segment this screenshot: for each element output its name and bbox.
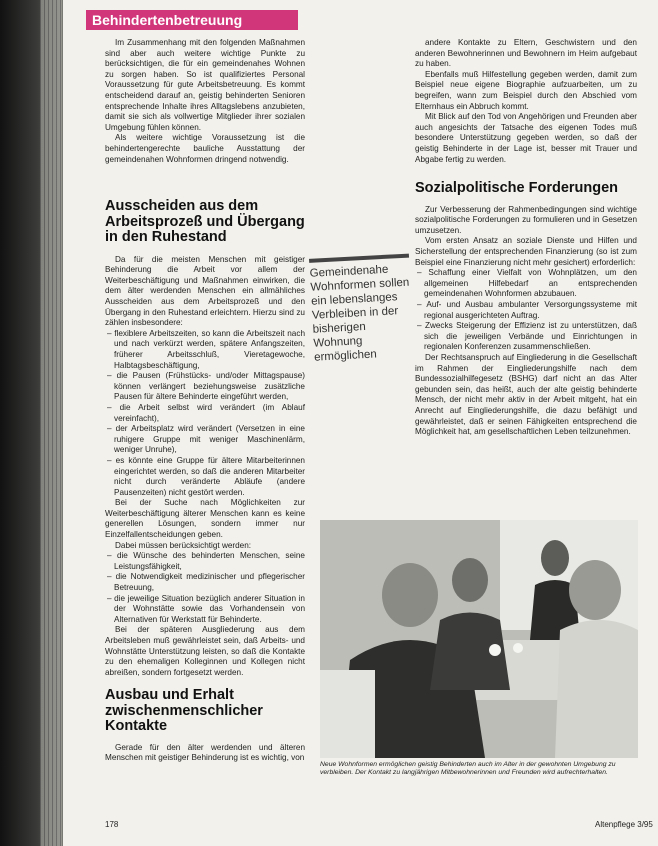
paragraph: Vom ersten Ansatz an soziale Dienste und Hilfen und Sicherstellung der entsprechenden Finanzierung (so ist zum Beispiel eine Finanzierung nicht mehr gesichert) erforderlich: bbox=[415, 236, 637, 267]
photo-caption: Neue Wohnformen ermöglichen geistig Behinderten auch im Alter in der gewohnten Umgebung zu verbleiben. Der Kontakt zu langjährigen Mitbewohnerinnen und Freunden wird aufrechterhalten. bbox=[320, 761, 616, 777]
paragraph: Mit Blick auf den Tod von Angehörigen und Freunden aber auch angesichts der Tatsache des eigenen Todes muß besondere Unterstützung gegeben werden, so daß der geistig Behinderte in der Lage ist, besser mit Trauer und Abgabe fertig zu werden. bbox=[415, 112, 637, 164]
list-item: – die Notwendigkeit medizinischer und pflegerischer Betreuung, bbox=[114, 572, 305, 593]
pull-quote-text: Gemeindenahe Wohnformen sollen ein lebenslanges Verbleiben in der bisherigen Wohnung ermöglichen bbox=[309, 263, 410, 364]
list-item: – die Wünsche des behinderten Menschen, seine Leistungsfähigkeit, bbox=[114, 551, 305, 572]
list-item: – die Arbeit selbst wird verändert (im Ablauf vereinfacht), bbox=[114, 403, 305, 424]
left-column bbox=[105, 38, 305, 764]
bullet-list bbox=[415, 268, 637, 353]
list-item: – es könnte eine Gruppe für ältere Mitarbeiterinnen eingerichtet werden, so daß die anderen Mitarbeiter nicht durch veränderte Abläufe (andere Pausenzeiten) nicht gestört werden. bbox=[114, 456, 305, 498]
list-item: – Auf- und Ausbau ambulanter Versorgungssysteme mit regional ausgerichteten Auftrag. bbox=[424, 300, 637, 321]
paragraph: Gerade für den älter werdenden und älteren Menschen mit geistiger Behinderung ist es wichtig, von bbox=[105, 742, 305, 763]
list-item: – Zwecks Steigerung der Effizienz ist zu unterstützen, daß sich die jeweiligen Verbände und Einrichtungen in regionalen Konferenzen zusammenschließen. bbox=[424, 321, 637, 353]
paragraph: Bei der späteren Ausgliederung aus dem Arbeitsleben muß gewährleistet sein, daß Arbeits- und Wohnstätte Unterstützung leisten, so daß die Kontakte zu den ehemaligen Kolleginnen und Kollegen nicht abreißen, sondern fortgesetzt werden. bbox=[105, 625, 305, 677]
list-item: – Schaffung einer Vielfalt von Wohnplätzen, um den allgemeinen Hilfebedarf an entsprechenden gemeindenahen Wohnformen abzubauen. bbox=[424, 268, 637, 300]
paragraph: Der Rechtsanspruch auf Eingliederung in die Gesellschaft im Rahmen der Eingliederungshilfe nach dem Bundessozialhilfegesetz (BSHG) darf nicht an das Alter gebunden sein, das heißt, auch der alte geistig behinderte Mensch, der nicht mehr aktiv in der Arbeit mitgeht, hat ein Anrecht auf Eingliederungshilfe, die dazu befähigt und gewährleistet, daß er seinen Fähigkeiten entsprechend die Möglichkeit hat, am gesellschaftlichen Leben teilzunehmen. bbox=[415, 352, 637, 437]
heading-kontakte: Ausbau und Erhalt zwischenmenschlicher Kontakte bbox=[105, 687, 263, 735]
pull-quote bbox=[309, 253, 420, 376]
paragraph: Zur Verbesserung der Rahmenbedingungen sind wichtige sozialpolitische Forderungen zu formulieren und in Gesetzen umzusetzen. bbox=[415, 204, 637, 235]
paragraph: andere Kontakte zu Eltern, Geschwistern und den anderen Bewohnerinnen und Bewohnern im Heim aufgebaut zu haben. bbox=[415, 38, 637, 69]
journal-footer: Altenpflege 3/95 bbox=[595, 820, 653, 829]
photo-seniors-at-table bbox=[320, 520, 638, 758]
heading-ruhestand: Ausscheiden aus dem Arbeitsprozeß und Übergang in den Ruhestand bbox=[105, 198, 305, 246]
list-item: – flexiblere Arbeitszeiten, so kann die Arbeitszeit nach und nach verkürzt werden, spätere Anfangszeiten, früherer Arbeitsschluß, Vieretagewoche, Halbtagsbeschäftigung, bbox=[114, 329, 305, 371]
paragraph: Als weitere wichtige Voraussetzung ist die behindertengerechte bauliche Ausstattung der gemeindenahen Wohnformen dringend notwendig. bbox=[105, 133, 305, 164]
bullet-list-2 bbox=[105, 551, 305, 625]
bullet-list-1 bbox=[105, 329, 305, 499]
paragraph: Dabei müssen berücksichtigt werden: bbox=[115, 540, 252, 550]
list-item: – die Pausen (Frühstücks- und/oder Mittagspause) können verlängert beziehungsweise zusätzliche Pausen für ältere Behinderte eingeführt werden, bbox=[114, 371, 305, 403]
paragraph: Im Zusammenhang mit den folgenden Maßnahmen sind aber auch weitere wichtige Punkte zu berücksichtigen, die für ein gemeindenahes Wohnen zu sorgen haben. So ist qualifiziertes Personal Voraussetzung für gute Arbeitsbetreuung. Es kommt entscheidend darauf an, geistig behinderten Senioren entsprechende Inhalte ihres Alltagslebens anzubieten, damit sie sich als vollwertige Mitglieder ihrer sozialen Umgebung fühlen können. bbox=[105, 38, 305, 132]
paragraph: Ebenfalls muß Hilfestellung gegeben werden, damit zum Beispiel neue eigene Biographie aufzuarbeiten, um zu begreifen, wann zum Beispiel durch den Abschied vom Elternhaus ein Abbruch kommt. bbox=[415, 69, 637, 111]
photo-illustration bbox=[320, 520, 638, 758]
right-column bbox=[415, 38, 637, 438]
heading-forderungen: Sozialpolitische Forderungen bbox=[415, 180, 619, 197]
page-number: 178 bbox=[105, 820, 119, 829]
paragraph: Bei der Suche nach Möglichkeiten zur Weiterbeschäftigung älterer Menschen kann es keine generellen Lösungen, sondern immer nur Einzelfallentscheidungen geben. bbox=[105, 498, 305, 540]
list-item: – der Arbeitsplatz wird verändert (Versetzen in eine ruhigere Gruppe mit weniger Maschinenlärm, weniger Unruhe), bbox=[114, 424, 305, 456]
list-item: – die jeweilige Situation bezüglich anderer Situation in der Wohnstätte sowie das Vorhandensein von Alternativen für Werkstatt für Behinderte. bbox=[114, 594, 305, 626]
section-header: Behindertenbetreuung bbox=[86, 10, 298, 30]
paragraph: Da für die meisten Menschen mit geistiger Behinderung die Arbeit vor allem der Weiterbeschäftigung und Maßnahmen einwirken, die dem älter werdenden Menschen ein allmähliches Ausscheiden aus dem Arbeitsprozeß und den Übergang in den Ruhestand erleichtern. Hierzu sind zu zählen insbesondere: bbox=[105, 254, 305, 328]
